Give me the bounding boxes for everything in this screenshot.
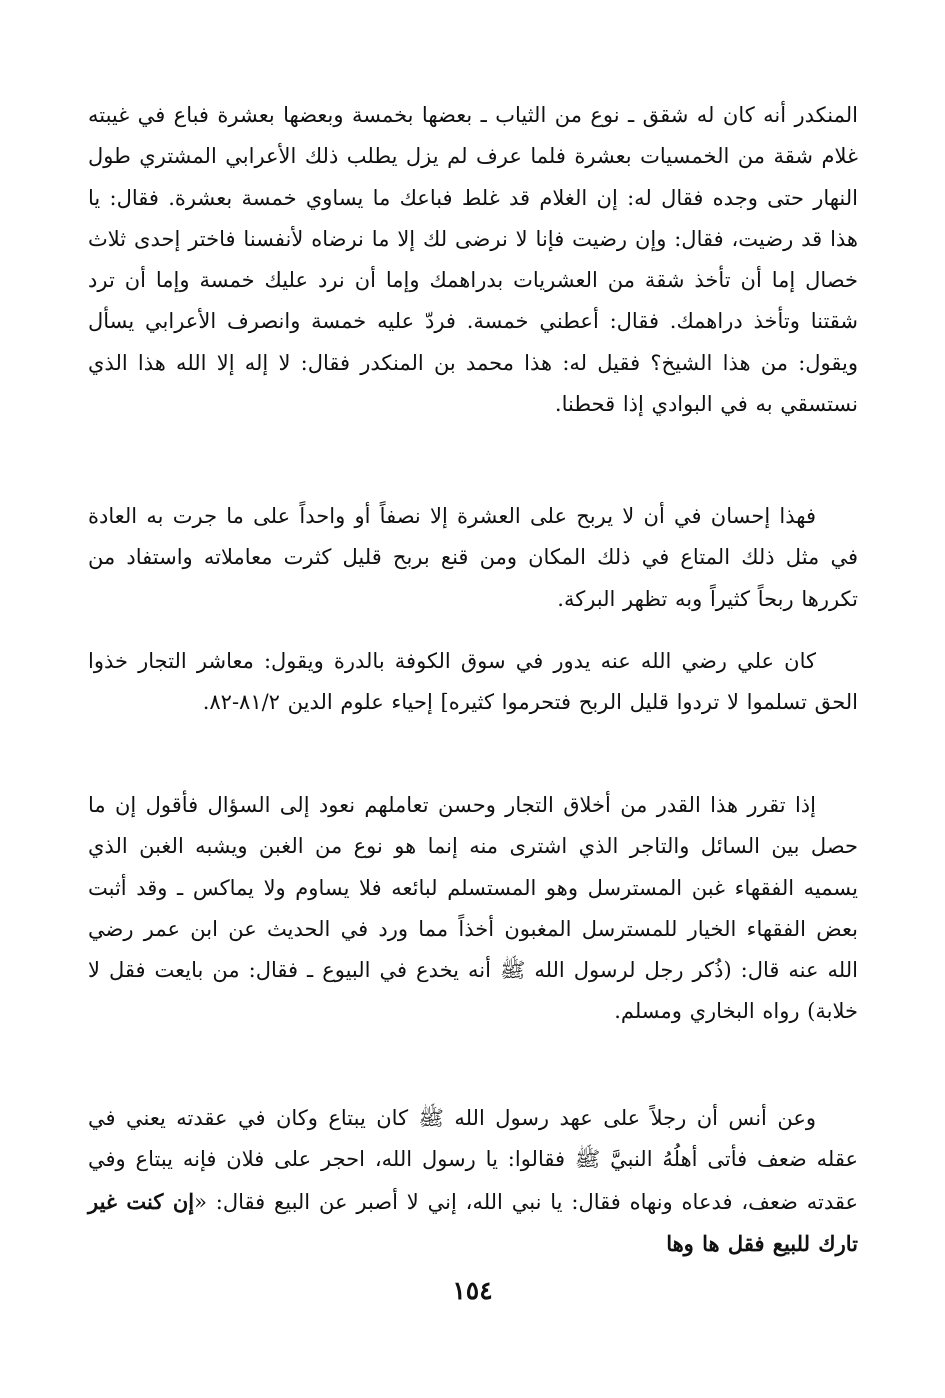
paragraph-ibn-munkadir-story — [88, 95, 858, 425]
paragraph-anas-hadith — [88, 1098, 858, 1265]
paragraph-text: فهذا إحسان في أن لا يربح على العشرة إلا نصفاً أو واحداً على ما جرت به العادة في مثل ذلك المتاع في ذلك المكان ومن قنع بربح قليل كثرت معاملاته واستفاد من تكررها ربحاً كثيراً وبه تظهر البركة. — [88, 504, 858, 611]
paragraph-text: كان علي رضي الله عنه يدور في سوق الكوفة بالدرة ويقول: معاشر التجار خذوا الحق تسلموا لا تردوا قليل الربح فتحرموا كثيره] إحياء علوم الدين ٨١/٢-٨٢. — [88, 649, 858, 715]
paragraph-text: وعن أنس أن رجلاً على عهد رسول الله ﷺ كان يبتاع وكان في عقدته يعني في عقله ضعف فأتى أهلُهُ النبيَّ ﷺ فقالوا: يا رسول الله، احجر على فلان فإنه يبتاع وفي عقدته ضعف، فدعاه ونهاه فقال: يا نبي الله، إني لا أصبر عن البيع فقال: « — [88, 1106, 859, 1214]
paragraph-small-profit — [88, 496, 858, 620]
page-number: ١٥٤ — [452, 1276, 493, 1305]
paragraph-back-to-question — [88, 785, 858, 1033]
paragraph-text: المنكدر أنه كان له شقق ـ نوع من الثياب ـ بعضها بخمسة وبعضها بعشرة فباع في غيبته غلام شقة من الخمسيات بعشرة فلما عرف لم يزل يطلب ذلك الأعرابي المشتري طول النهار حتى وجده فقال له: إن الغلام قد غلط فباعك ما يساوي خمسة بعشرة. فقال: يا هذا قد رضيت، فقال: وإن رضيت فإنا لا نرضى لك إلا ما نرضاه لأنفسنا فاختر إحدى ثلاث خصال إما أن تأخذ شقة من العشريات بدراهمك وإما أن نرد عليك خمسة وإما أن ترد شقتنا وتأخذ دراهمك. فقال: أعطني خمسة. فردّ عليه خمسة وانصرف الأعرابي يسأل ويقول: من هذا الشيخ؟ فقيل له: هذا محمد بن المنكدر فقال: لا إله إلا الله هذا الذي نستسقي به في البوادي إذا قحطنا. — [88, 103, 858, 417]
bold-quote: إن كنت غير تارك للبيع فقل ها وها — [88, 1188, 858, 1256]
paragraph-ali-kufa-market — [88, 641, 858, 724]
paragraph-text: إذا تقرر هذا القدر من أخلاق التجار وحسن تعاملهم نعود إلى السؤال فأقول إن ما حصل بين السائل والتاجر الذي اشترى منه إنما هو نوع من الغبن ويشبه الغبن الذي يسميه الفقهاء غبن المسترسل وهو المستسلم لبائعه فلا يساوم ولا يماكس ـ وقد أثبت بعض الفقهاء الخيار للمسترسل المغبون أخذاً مما ورد في الحديث عن ابن عمر رضي الله عنه قال: (ذُكر رجل لرسول الله ﷺ أنه يخدع في البيوع ـ فقال: من بايعت فقل لا خلابة) رواه البخاري ومسلم. — [88, 793, 858, 1024]
